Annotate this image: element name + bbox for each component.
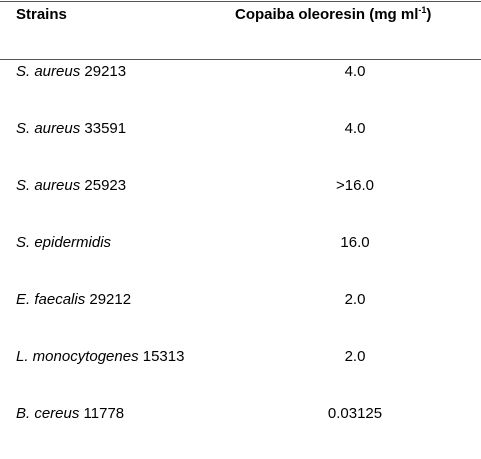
- strain-id: 29212: [85, 291, 132, 308]
- mic-value: 16.0: [340, 234, 370, 251]
- species-name: S. aureus: [16, 120, 81, 137]
- strain-cell: [16, 290, 131, 310]
- column-header-strains: Strains: [16, 6, 67, 23]
- strain-cell: [16, 404, 124, 424]
- table-top-rule: [0, 1, 481, 2]
- mic-value: 2.0: [344, 348, 366, 365]
- mic-value: 4.0: [344, 120, 366, 137]
- table-row: [0, 233, 481, 253]
- strain-cell: [16, 233, 111, 253]
- table-row: [0, 176, 481, 196]
- table-header-rule: [0, 59, 481, 60]
- strain-cell: [16, 176, 126, 196]
- strain-cell: [16, 347, 184, 367]
- strain-id: 25923: [80, 177, 127, 194]
- species-name: L. monocytogenes: [16, 348, 139, 365]
- strain-id: 29213: [80, 63, 127, 80]
- species-name: S. epidermidis: [16, 234, 112, 251]
- table-row: [0, 347, 481, 367]
- mic-value: >16.0: [336, 177, 374, 194]
- strain-id: 11778: [79, 405, 125, 422]
- table-row: [0, 404, 481, 424]
- header-value-text: Copaiba oleoresin (mg ml: [235, 6, 419, 23]
- table-row: [0, 119, 481, 139]
- table-row: [0, 62, 481, 82]
- mic-value: 2.0: [344, 291, 366, 308]
- header-unit-superscript: -1: [418, 5, 427, 15]
- column-header-copaiba-oleoresin: [235, 6, 431, 24]
- species-name: B. cereus: [16, 405, 80, 422]
- species-name: S. aureus: [16, 177, 81, 194]
- strain-cell: [16, 119, 126, 139]
- table-row: [0, 290, 481, 310]
- strain-id: 15313: [138, 348, 185, 365]
- species-name: E. faecalis: [16, 291, 86, 308]
- mic-value: 4.0: [344, 63, 366, 80]
- species-name: S. aureus: [16, 63, 81, 80]
- strain-id: 33591: [80, 120, 127, 137]
- header-close-paren: ): [426, 6, 432, 23]
- strain-cell: [16, 62, 126, 82]
- mic-value: 0.03125: [327, 405, 383, 422]
